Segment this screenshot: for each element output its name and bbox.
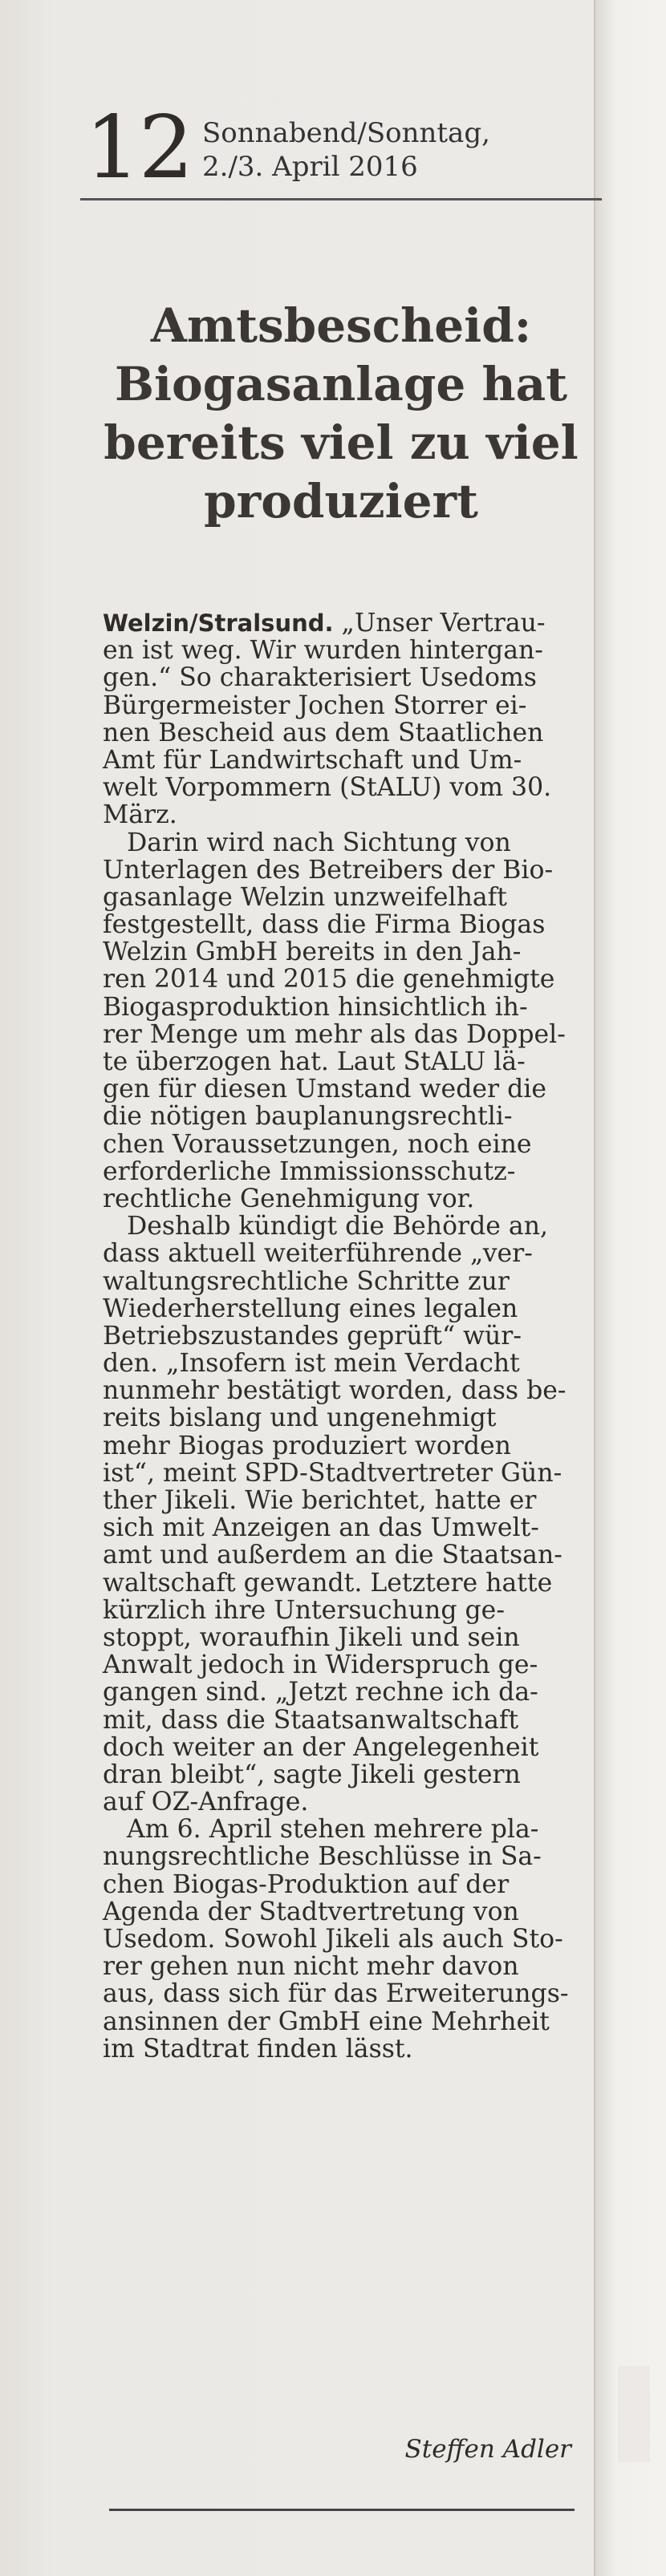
- body-line: rechtliche Genehmigung vor.: [103, 1184, 475, 1213]
- bottom-divider: [109, 2509, 575, 2511]
- author-byline: Steffen Adler: [404, 2435, 571, 2464]
- body-line: rer gehen nun nicht mehr davon: [103, 1952, 519, 1982]
- body-line: Anwalt jedoch in Widerspruch ge-: [103, 1651, 538, 1680]
- headline-line: produziert: [204, 474, 478, 529]
- body-line: Bürgermeister Jochen Storrer ei-: [103, 691, 527, 720]
- body-line-text: „Unser Vertrau-: [333, 609, 546, 638]
- body-line: Wiederherstellung eines legalen: [103, 1294, 518, 1323]
- body-line: im Stadtrat finden lässt.: [103, 2034, 413, 2064]
- body-line: Usedom. Sowohl Jikeli als auch Sto-: [103, 1925, 563, 1954]
- body-line: nunmehr bestätigt worden, dass be-: [103, 1376, 567, 1406]
- body-line: gen.“ So charakterisiert Usedoms: [103, 663, 537, 693]
- body-line: die nötigen bauplanungsrechtli-: [103, 1102, 513, 1132]
- body-line: ren 2014 und 2015 die genehmigte: [103, 965, 555, 994]
- body-line: doch weiter an der Angelegenheit: [103, 1732, 539, 1762]
- body-line: nungsrechtliche Beschlüsse in Sa-: [103, 1842, 542, 1872]
- body-line: nen Bescheid aus dem Staatlichen: [103, 718, 544, 747]
- header-divider: [80, 198, 602, 200]
- body-line: aus, dass sich für das Erweiterungs-: [103, 1979, 569, 2009]
- body-line: Amt für Landwirtschaft und Um-: [103, 745, 522, 775]
- body-line: welt Vorpommern (StALU) vom 30.: [103, 773, 552, 803]
- body-line: mit, dass die Staatsanwaltschaft: [103, 1705, 519, 1735]
- article-headline: [80, 297, 602, 531]
- body-line: Unterlagen des Betreibers der Bio-: [103, 855, 554, 885]
- body-line: festgestellt, dass die Firma Biogas: [103, 910, 546, 940]
- body-line-first: [103, 610, 571, 637]
- headline-line: Amtsbescheid:: [150, 298, 532, 353]
- body-line: gen für diesen Umstand weder die: [103, 1075, 546, 1104]
- body-line: dran bleibt“, sagte Jikeli gestern: [103, 1760, 521, 1789]
- article-body: [103, 610, 571, 2063]
- body-line: Darin wird nach Sichtung von: [127, 828, 511, 857]
- paper-edge-mark: [618, 2366, 650, 2462]
- body-line: reits bislang und ungenehmigt: [103, 1403, 497, 1433]
- body-line: waltschaft gewandt. Letztere hatte: [103, 1568, 553, 1598]
- body-line: mehr Biogas produziert worden: [103, 1431, 511, 1460]
- body-line: kürzlich ihre Untersuchung ge-: [103, 1595, 505, 1625]
- body-line: chen Biogas-Produktion auf der: [103, 1869, 510, 1899]
- date-line-weekday: Sonnabend/Sonntag,: [202, 117, 490, 149]
- date-line-date: 2./3. April 2016: [202, 151, 418, 183]
- body-line: chen Voraussetzungen, noch eine: [103, 1129, 532, 1159]
- article-dateline: Welzin/Stralsund.: [103, 610, 334, 637]
- body-line: sich mit Anzeigen an das Umwelt-: [103, 1513, 539, 1543]
- body-line: März.: [103, 800, 177, 830]
- body-line: ansinnen der GmbH eine Mehrheit: [103, 2007, 550, 2036]
- body-line: Biogasproduktion hinsichtlich ih-: [103, 992, 528, 1022]
- body-line: en ist weg. Wir wurden hintergan-: [103, 636, 543, 666]
- body-line: Agenda der Stadtvertretung von: [103, 1897, 519, 1926]
- body-line: Am 6. April stehen mehrere pla-: [127, 1815, 539, 1845]
- page-header: [80, 98, 594, 200]
- body-line: amt und außerdem an die Staatsan-: [103, 1541, 562, 1570]
- body-line: auf OZ-Anfrage.: [103, 1788, 309, 1817]
- body-line: ther Jikeli. Wie berichtet, hatte er: [103, 1486, 537, 1515]
- body-line: gasanlage Welzin unzweifelhaft: [103, 882, 507, 912]
- body-line: erforderliche Immissionsschutz-: [103, 1156, 516, 1186]
- paper-edge: [594, 0, 666, 2576]
- body-line: Welzin GmbH bereits in den Jah-: [103, 938, 522, 967]
- body-line: te überzogen hat. Laut StALU lä-: [103, 1047, 526, 1076]
- body-line: gangen sind. „Jetzt rechne ich da-: [103, 1678, 538, 1707]
- body-line: Deshalb kündigt die Behörde an,: [127, 1212, 549, 1241]
- body-line: stoppt, woraufhin Jikeli und sein: [103, 1622, 520, 1652]
- body-line: den. „Insofern ist mein Verdacht: [103, 1349, 520, 1379]
- headline-line: bereits viel zu viel: [104, 415, 579, 470]
- body-line: Betriebszustandes geprüft“ wür-: [103, 1321, 522, 1351]
- body-line: ist“, meint SPD-Stadtvertreter Gün-: [103, 1458, 562, 1488]
- body-line: rer Menge um mehr als das Doppel-: [103, 1019, 566, 1049]
- page-number: 12: [85, 98, 193, 198]
- body-line: dass aktuell weiterführende „ver-: [103, 1239, 533, 1269]
- body-line: waltungsrechtliche Schritte zur: [103, 1266, 510, 1296]
- headline-line: Biogasanlage hat: [114, 357, 568, 411]
